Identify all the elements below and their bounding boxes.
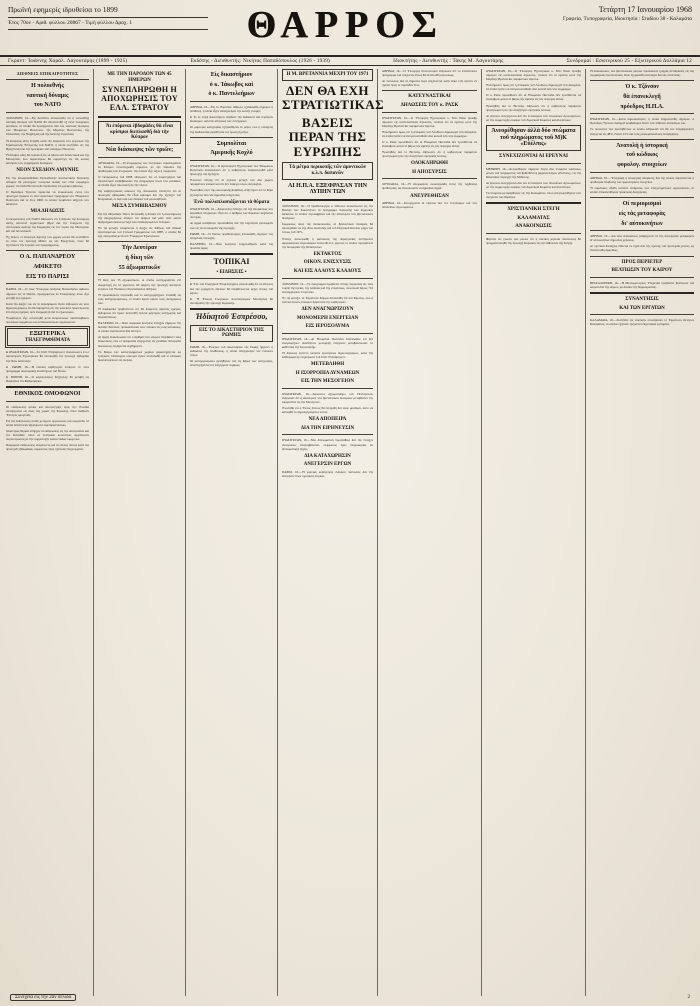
col2-article-4: [98, 321, 181, 362]
paragraph: ΑΘΗΝΑΙ, 16.—Διὰ νέας ἀποφάσεως ρυθμίζονται τὰ τῆς διενεργείας μεταφορῶν δι' αὐτοκινήτων δημοσίας χρήσεως.: [590, 234, 694, 243]
paragraph: ΟΥΑΣΙΓΚΤΩΝ, 16.—Σαφεστάτη ἔνδειξις ἐπὶ τῆς ἀποφάσεως τῶν ἁρμοδίων ὑπηρεσιῶν εἶναι ὅτι ὁ ἀριθμὸς τῶν θυμάτων αὐξάνεται συνεχῶς.: [190, 207, 273, 220]
col3-subhead-box: [190, 325, 273, 342]
page-columns: [0, 66, 700, 996]
column-1: [6, 69, 94, 996]
paragraph: ΟΥΑΣΙΓΚΤΩΝ, 16.—Κατὰ δημοσκόπησιν, ἡ ὁποία ἐδημοσιεύθη σήμερον, ὁ Πρόεδρος Τζόνσον διατηρεῖ προβάδισμα ἔναντι τῶν πιθανῶν ἀντιπάλων του.: [590, 117, 694, 126]
paragraph: Οἱ ἐκδηλώσεις φιλίας καὶ ἀλληλεγγύης πρὸς τὴν Ἑλλάδα συνεχίζονται εἰς ὅλας τὰς χώρας τῆς Εὐρώπης, ὅπου διαβιοῦν Ἕλληνες ὁμογενεῖς.: [6, 404, 89, 417]
col7-article-6: [590, 318, 694, 326]
paragraph: Ἡ δήλωσις ἐγένετο κατόπιν ἐρωτήσεως δημοσιογράφων, κατὰ τὴν καθιερωμένην ἐνημέρωσιν τοῦ Στέϊτ Ντηπάρτμεντ.: [282, 350, 373, 359]
col4-banner-label: Η Μ. ΒΡΕΤΑΝΝΙΑ ΜΕΧΡΙ ΤΟΥ 1971: [286, 72, 369, 77]
paragraph: ΠΑΛΕΡΜΟ, 16.—Νέαι δονήσεις ἐσημειώθησαν κατὰ τὰς πρωϊνὰς ὥρας.: [190, 241, 273, 250]
col6-article-1: [486, 167, 581, 200]
paragraph: ΑΘΗΝΑΙ, 16.—Συνεχίζονται αἱ ἔρευναι διὰ τὸν ἐντοπισμὸν καὶ τῶν ὑπολοίπων ἀγνοουμένων.: [382, 201, 477, 210]
continuation-note: Συνέχεια εἰς τὴν 2αν σελίδα: [10, 994, 76, 1001]
paragraph: Φέρεται εἰς γνῶσιν τῶν μελῶν ὅτι ἡ τακτικὴ μηνιαία συνέλευσις θὰ πραγματοποιηθῆ τὴν προσεχῆ Κυριακὴν εἰς τὴν αἴθουσαν τῆς Στέγης.: [486, 236, 581, 246]
col7-headline-5: τοῦ κώδικος: [626, 152, 658, 159]
list-item: ● ΒΟΝΝΗ, 16.—Ὁ καγκελλάριος Κήζινγκερ θὰ μεταβῆ εἰς Παρισίους τὸν Φεβρουάριον.: [6, 374, 89, 383]
col3-headline-9: Ἠδίκητοῦ Ἐσπρέσσο,: [195, 311, 268, 321]
col3-article-4: [190, 345, 273, 367]
col2-box-headline-2: Νέα διάσκεψις τῶν τριῶν;: [105, 146, 174, 153]
paragraph: ΛΕΥΚΩΣΙΑ, 16.—Ἡ ἀποχώρησις τῶν ἑλληνικῶν στρατευμάτων ἐκ Κύπρου συνεπληρώθη σήμερον, μὲ τὴν πάροδον τῆς προθεσμίας τῶν 45 ἡμερῶν, τὴν ὁποίαν εἶχε τάξει ἡ συμφωνία.: [98, 160, 181, 173]
col3-article-3: [190, 207, 273, 250]
col4-banner: [282, 69, 373, 81]
col3-headline-10: ΕΙΣ ΤΟ ΔΙΚΑΣΤΗΡΙΟΝ ΤΗΣ ΡΩΜΗΣ: [198, 327, 265, 339]
col5-headline-2: ΔΗΛΩΣΕΙΣ ΤΟΥ κ. ΡΑΣΚ: [400, 102, 459, 108]
col4-subhead-box: [282, 162, 373, 179]
col4-headline-8: ΜΟΝΟΜΕΡΗ ΕΝΕΡΓΕΙΑΝ: [296, 315, 359, 321]
col7-article-2: [590, 117, 694, 135]
paragraph: ΡΩΜΗ, 16.—Ὁ Ἰταλὸς πρωθυπουργὸς ἐπεσκέφθη σήμερον τὰς πληγείσας περιοχάς.: [190, 231, 273, 240]
col4-headline-16: ΑΝΕΓΕΡΣΙΝ ΕΡΓΩΝ: [303, 462, 352, 468]
list-item: ● ΟΥΑΣΙΓΚΤΩΝ, 16.—Τὸ Στέϊτ Ντηπάρτμεντ ἀνεκοίνωσεν ὅτι ὁ ὑφυπουργὸς Ἐξωτερικῶν θὰ ἐπισκεφθῆ τὴν προσεχῆ ἑβδομάδα τὴν Ἄπω Ἀνατολήν.: [6, 350, 89, 363]
page-footer: [0, 988, 700, 1006]
col2-subhead-1: ΜΕΣΑ ΣΥΜΒΙΒΑΣΜΟΥ: [111, 204, 168, 210]
paragraph: Αἱ ἀρχαὶ κατέβαλαν προσπαθείας διὰ τὴν ταχυτέραν μεταφοράν των εἰς τὰ νοσοκομεῖα τῆς περιοχῆς.: [190, 221, 273, 230]
col6-headline-4: ΧΡΙΣΤΙΑΝΙΚΗ ΣΤΕΓΗ: [507, 207, 560, 213]
column-5: [378, 69, 482, 996]
paragraph: Ἡ ἀπόφασις αὕτη ἐλήφθη κατὰ τὴν διάρκειαν τῶν ἐργασιῶν τῆς Στρατιωτικῆς Ἐπιτροπῆς τοῦ ΝΑΤΟ, ἡ ὁποία συνῆλθεν εἰς τὰς Βρυξέλλας ὑπὸ τὴν προεδρίαν τοῦ ναυάρχου Νίκολσον.: [6, 138, 89, 151]
col5-article-4: [382, 201, 477, 209]
col6-filler-top: [486, 69, 581, 122]
paragraph: ΟΥΑΣΙΓΚΤΩΝ, 16.—Ὁ ὑφυπουργὸς Ἐξωτερικῶν τῶν Ἡνωμένων Πολιτειῶν ἀνεκοίνωσεν ὅτι ἡ κυβέρνησις παρακολουθεῖ μετὰ προσοχῆς τὰς ἐξελίξεις.: [190, 164, 273, 177]
col1-article-5: [6, 405, 89, 452]
paragraph: Ἐν τῷ μεταξύ, ἀναμένεται ἡ ἄφιξις εἰς Ἀθήνας τοῦ εἰδικοῦ ἀπεσταλμένου τοῦ Γενικοῦ Γραμματέως τοῦ ΟΗΕ, ὁ ὁποῖος θὰ ἔχη συνομιλίας μετὰ τοῦ Ὑπουργοῦ Ἐξωτερικῶν.: [98, 226, 181, 239]
col1-article-3: [6, 217, 89, 248]
col4-headline-7: ΔΕΝ ΑΝΑΓΝΩΡΙΖΟΥΝ: [301, 306, 354, 312]
col7-headline-8: εἰς τὰς μεταφορὰς: [618, 210, 666, 217]
col1-headline-9: ΕΘΝΙΚΟΣ ΟΜΟΦΩΝΟΙ: [14, 390, 81, 397]
col1-headline-5: ΑΦΙΚΕΤΟ: [33, 264, 62, 271]
col7-headline-4: Ἀνατολὴ ἡ ἱστορική: [616, 142, 668, 149]
paragraph: Αἱ ἔρευναι συνεχίζονται διὰ τὸν ἐντοπισμὸν τῶν ὑπολοίπων ἀγνοουμένων, μὲ τὴν συμμετοχὴν σκαφῶν τοῦ Λιμενικοῦ Σώματος καὶ ἀλιευτικῶν.: [486, 113, 581, 122]
paragraph: Ὁ ἐκπρόσωπος τοῦ ΟΗΕ ἐδήλωσεν ὅτι αἱ παρατηρηταὶ τοῦ Ὀργανισμοῦ ἐπεβεβαίωσαν τὴν ἀναχώρησιν ὅλων τῶν μονάδων, αἱ ὁποῖαι εἶχον ἀποσταλῆ εἰς τὴν νῆσον.: [98, 174, 181, 187]
col6-article-2: [486, 237, 581, 245]
paragraph: Ἐπεσήμανεν ὅμως ὅτι ἡ ἀπόφασις τοῦ Λονδίνου δημιουργεῖ νέα δεδομένα, τὰ ὁποῖα πρέπει νὰ ἀντιμετωπισθοῦν ἀπὸ κοινοῦ ὑπὸ τῶν συμμάχων.: [382, 129, 477, 138]
masthead-address: Γραφεία, Τυπογραφεία, Ιδιοκτησία : Σταδίου 38 - Καλαμάτα: [562, 16, 692, 22]
col5-article-2: [382, 116, 477, 159]
paragraph: Ἐνωρίτερον εἶχε συναντηθῆ μετὰ ἐκπροσώπων σκανδιναβικῶν πολιτικῶν κομμάτων καὶ συνδικαλιστικῶν ὀργανώσεων.: [6, 315, 89, 324]
col4-article-5: [282, 438, 373, 450]
masthead-founder: Γκραντ: Ἰωάννης Χαραλ. Λαγουτάρης (1899 - 1925): [8, 58, 128, 64]
paragraph: Εἰς τὴν ἀθηναϊκὴν Τύπον διετυπώθη ἡ ἄποψις ὅτι ἡ ὁλοκλήρωσις τῆς ἀποχωρήσεως ἀνοίγει τὸν δρόμον διὰ μίαν νέαν φάσιν διαπραγματεύσεων μεταξὺ τῶν ἐνδιαφερομένων πλευρῶν.: [98, 211, 181, 224]
col1-headline-2: ναυτική δύναμις: [26, 92, 69, 99]
col4-article-4: [282, 392, 373, 414]
col4-headline-9: ΕΙΣ ΙΕΡΟΣΟΛΥΜΑ: [305, 324, 350, 330]
paragraph: Εἰς τὴν ἀποφασισθεῖσαν Πολυεθνικὴν Διατλαντικὴν Ναυτικὴν Δύναμιν θὰ μετάσχουν πολεμικὰ σκάφη τῶν ἑπτὰ συμμάχων χωρῶν, τὰ ὁποῖα θὰ ἐκτελοῦν περιπολίας ἐπὶ μονίμου βάσεως.: [6, 175, 89, 188]
masthead-issue-info: Έτος 70ον - Αριθ. φύλλου 20867 - Τιμή φύλλου Δραχ. 1: [8, 17, 208, 29]
paragraph: Οἱ κατηγορούμενοι ἠρνήθησαν τὰς εἰς βάρος των κατηγορίας, ὑποστηρίξαντες ὅτι ἐνήργησαν νομίμως.: [190, 359, 273, 368]
col5-headline-5: ΑΝΕΥΡΕΘΗΣΑΝ: [410, 193, 449, 199]
paragraph: ΜΕΘΩΝΗ, 16.—Ἀνευρέθησαν σήμερον ἕτερα δύο πτώματα ναυτικῶν, μελῶν τοῦ πληρώματος τοῦ βυθισθέντος μηχανοκινήτου «Εὐέλπις», εἰς τὴν θαλασσίαν περιοχὴν τῆς Μεθώνης.: [486, 166, 581, 179]
col3-article-2: [190, 164, 273, 197]
column-6: [482, 69, 586, 996]
paragraph: ΑΘΗΝΑΙ, 16.—Ὁ Ὑπουργὸς Συντονισμοῦ ἐδήλωσεν ὅτι τὸ ἐπενδυτικὸν πρόγραμμα τοῦ τρέχοντος ἔτους θὰ ἐκτελεσθῆ κανονικῶς.: [382, 69, 477, 78]
masthead-left: [8, 4, 208, 30]
paragraph: ΚΑΛΑΜΑΤΑ, 16.—Συνῆλθεν εἰς τακτικὴν συνεδρίασιν τὸ Ἐργατικὸν Κέντρον Καλαμάτας, τὸ ὁποῖον ἐξήτασε τρέχοντα ὑπηρεσιακὰ ζητήματα.: [590, 318, 694, 327]
col4-article-6: [282, 470, 373, 478]
col2-article-3: [98, 278, 181, 319]
col4-headline-4: ΕΚΤΑΚΤΟΣ: [313, 251, 342, 257]
col4-headline-14: ΔΙΑ ΤΗΝ ΕΙΡΗΝΕΥΣΙΝ: [300, 425, 355, 431]
page-number: 2: [687, 994, 690, 1000]
paragraph: Κατὰ τὴν ἄφιξίν του εἰς τὸ ἀεροδρόμιον Ὀρλὺ ἐδήλωσεν εἰς τοὺς δημοσιογράφους ὅτι θὰ παραμείνη εἰς τὴν γαλλικὴν πρωτεύουσαν ἐπὶ ὀλίγας ἡμέρας, πρὶν ἀναχωρήση διὰ τὸ ἐξωτερικόν.: [6, 301, 89, 314]
col7-headline-6: φορολογ. στοιχείων: [617, 162, 667, 169]
paragraph: Ὁ Πρόεδρος Τζόνσον πρόκειται νὰ ἀνακοινώση ἐντὸς τῶν προσεχῶν ἡμερῶν τὸ νέον ἀμυντικὸν πρόγραμμα τῶν Ἡνωμένων Πολιτειῶν διὰ τὸ ἔτος 1968, τὸ ὁποῖον προβλέπει αὔξησιν τῶν δαπανῶν.: [6, 189, 89, 207]
col4-subheadline: Τὰ μέτρα περικοπῆς τῶν ἀμυντικῶν κ.λ.π. δαπανῶν: [289, 165, 366, 176]
col6-headline-5: ΚΑΛΑΜΑΤΑΣ: [517, 215, 550, 221]
col5-headline-1: ΚΑΤΕΥΝΑΣΤΙΚΑΙ: [408, 94, 451, 100]
paragraph: Τὸ θέαμα τῶν κατεστραμμένων χωρίων χαρακτηρίζεται ὡς τραγικόν. Ὁλόκληροι οἰκισμοὶ ἔχουν ἰσοπεδωθῆ καὶ οἱ κάτοικοι διανυκτερεύουν εἰς σκηνάς.: [98, 349, 181, 362]
paragraph: Ἐρωτηθεὶς διὰ τὸ Βιετνάμ, ἐδήλωσεν ὅτι ἡ κυβέρνησις παραμένει προσηλωμένη εἰς τὴν ἀναζήτησιν εἰρηνικῆς λύσεως.: [382, 150, 477, 159]
col6-headline-3: ΣΥΝΕΧΙΖΟΝΤΑΙ ΑΙ ΕΡΕΥΝΑΙ: [499, 154, 568, 160]
paragraph: Ὁ κ. Ρὰσκ προσέθεσεν ὅτι αἱ Ἡνωμέναι Πολιτεῖαι δὲν προτίθενται νὰ ἀναλάβουν μόναι τὸ βάρος τῆς ἀμύνης εἰς τὰς περιοχὰς αὐτάς.: [486, 93, 581, 102]
paragraph: Εἰς κυβερνητικοὺς κύκλους τῆς Λευκωσίας ἐτονίζετο ὅτι αἱ προσεχεῖς ἑβδομάδες θὰ εἶναι κρίσιμοι διὰ τὴν ἐξέλιξιν τοῦ Κυπριακοῦ, ἐν ὄψει καὶ τῶν ἐπαφῶν τοῦ μεσολαβητοῦ.: [98, 189, 181, 202]
column-3: [186, 69, 278, 996]
col7-article-1: [590, 69, 694, 77]
paragraph: ΟΥΑΣΙΓΚΤΩΝ, 16.—Αἱ Ἡνωμέναι Πολιτεῖαι ἐπανέλαβον ὅτι δὲν ἀναγνωρίζουν οἱανδήποτε μονομερῆ ἐνέργειαν μεταβάλλουσαν τὸ καθεστὼς τῆς Ἱερουσαλήμ.: [282, 336, 373, 349]
paragraph: Τὸ ποσοστὸν τῶν ἐρωτηθέντων οἱ ὁποῖοι ἐδήλωσαν ὅτι θὰ τὸν ὑπερψηφίσουν ἀνέρχεται εἰς 48%, ἔναντι 41% διὰ τοὺς ρεπουμπλικανοὺς ὑποψηφίους.: [590, 127, 694, 136]
paragraph: ΠΑΡΙΣΙ, 16.—Ἡ γαλλικὴ κυβέρνησις ἐνέκρινε πιστώσεις διὰ τὴν ἀνέγερσιν νέων σχολικῶν κτιρίων.: [282, 469, 373, 478]
col1-subhead-2: ΜΙΑ ΔΗΛΩΣΙΣ: [30, 209, 65, 215]
paragraph: Ἐρωτηθεὶς περὶ τῆς οἰκονομικῆς βοηθείας, ἀπήντησεν ὅτι τὸ θέμα ἐξετάζεται ἀπὸ τὰς ἁρμοδίας ὑπηρεσίας.: [190, 188, 273, 197]
col4-headline-6: ΚΑΙ ΕΙΣ ΑΛΛΟΥΣ ΚΛΑΔΟΥΣ: [293, 268, 362, 274]
col1-headline-7: ΕΞΩΤΕΡΙΚΑ: [29, 331, 66, 338]
col4-headline-12: ΕΙΣ ΤΗΝ ΜΕΣΟΓΕΙΟΝ: [301, 379, 354, 385]
paragraph: Ἐξ ἄλλου, οἱ ὑπουργοὶ Ἀμύνης τῶν χωρῶν μελῶν θὰ συνέλθουν ἐκ νέου τὸν προσεχῆ Μάϊον εἰς τὰς Βρυξέλλας, ὅπου θὰ ἐξετάσουν τὴν πορείαν τοῦ προγράμματος.: [6, 235, 89, 248]
paragraph: Ἡ προανάκρισις περατώθη καὶ τὸ κατηγορητήριον ἐπεδόθη εἰς τοὺς κατηγορουμένους, οἱ ὁποῖοι ἔχουν ὁρίσει τοὺς συνηγόρους των.: [98, 292, 181, 305]
col3-local-news: [190, 282, 273, 304]
paragraph: ΘΕΣΣΑΛΟΝΙΚΗ, 16.—Ἡ Μετεωρολογικὴ Ὑπηρεσία προβλέπει βελτίωσιν τοῦ καιροῦ ἀπὸ τῆς αὔριον, μὲ ἄνοδον τῆς θερμοκρασίας.: [590, 280, 694, 289]
paragraph: ΡΩΜΗ, 16.—Ἐνώπιον τοῦ Δικαστηρίου τῆς Ρώμης ἤρχισεν ἡ ἐκδίκασις τῆς ὑποθέσεως, ἡ ὁποία ἀπησχόλησε τὸν ἰταλικὸν τύπον.: [190, 344, 273, 358]
col1-headline-8: ΤΗΛΕΓΡΑΦΗΜΑΤΑ: [24, 337, 71, 343]
col4-headline-3: ΑΙ Η.Π.Α. ΕΞΕΦΡΑΣΑΝ ΤΗΝ ΛΥΠΗΝ ΤΩΝ: [288, 182, 367, 196]
col3-headline-5: Ἀμερικῆς Κοχλό: [210, 150, 253, 157]
col1-telegram-items: [6, 350, 89, 383]
col4-article-3: [282, 337, 373, 359]
paragraph: Ἐν τῷ μεταξύ, τὸ Ἐργατικὸν Κόμμα διεσπάσθη ἐπὶ τοῦ θέματος, ἐνῶ ἡ ἀντιπολίτευσις ἐπέκρινε δριμύτατα τὴν κυβέρνησιν.: [282, 295, 373, 304]
col6-headline-2: τοῦ πληρώματος τοῦ Μ)Κ «Εὐέλπις»: [500, 134, 567, 148]
paragraph: Ὁ κ. Ρὰσκ προσέθεσεν ὅτι αἱ Ἡνωμέναι Πολιτεῖαι δὲν προτίθενται νὰ ἀναλάβουν μόναι τὸ βάρος τῆς ἀμύνης εἰς τὰς περιοχὰς αὐτάς.: [382, 139, 477, 148]
paragraph: Ἡ διαδικασία προβλέπεται ὅτι θὰ διαρκέση ἀρκετὰς ἡμέρας, δεδομένου ὅτι ἔχουν κλητευθῆ πολλοὶ μάρτυρες κατηγορίας καὶ ὑπερασπίσεως.: [98, 306, 181, 320]
paragraph: Αἱ σχετικαὶ διατάξεις τίθενται ἐν ἰσχύϊ ἀπὸ τῆς πρώτης τοῦ προσεχοῦς μηνός, ὡς ἀνεκοινώθη ἁρμοδίως.: [590, 244, 694, 253]
col5-article-1: [382, 69, 477, 87]
column-4: [278, 69, 384, 996]
col4-main-headline-2: ΒΑΣΕΙΣ ΠΕΡΑΝ ΤΗΣ ΕΥΡΩΠΗΣ: [288, 114, 367, 159]
col2-headline-2c: 55 ἀξιωματικῶν: [118, 264, 161, 271]
list-item: ● Ἡ Ἕνωσις Γεωργικῶν Συνεταιρισμῶν Μεσσηνίας θὰ συνεδριάση τὴν προσεχῆ Κυριακήν.: [190, 296, 273, 305]
col4-headline-15: ΔΙΑ ΚΑΤΑΧΩΡΗΣΙΝ: [304, 453, 351, 459]
col4-headline-11: Η ΙΣΟΡΡΟΠΙΑ ΔΥΝΑΜΕΩΝ: [295, 370, 360, 376]
paragraph: Αἱ ἀρχαὶ ἀνακοίνωσαν ὅτι ὁ ἀριθμὸς τῶν νεκρῶν ὑπερβαίνει τοὺς διακοσίους, ἐνῶ οἱ τραυματίαι ἀνέρχονται εἰς χιλιάδας. Συνεργεῖα διασώσεως ἐργάζονται νυχθημερόν.: [98, 335, 181, 348]
paragraph: ● Τὸ ἐν λόγῳ Δικαστήριον ἀνέβαλε τὴν ἐκδίκασιν διὰ νεωτέραν δικάσιμον, κατόπιν αἰτήσεως τῶν συνηγόρων.: [190, 115, 273, 124]
paragraph: Ἡ δίκη τῶν 55 ἀξιωματικῶν, οἱ ὁποῖοι κατηγοροῦνται ἐπὶ συμμετοχῆ εἰς τὰ γεγονότα, θὰ ἀρχίση τὴν προσεχῆ Δευτέραν ἐνώπιον τοῦ Ἐκτάκτου Στρατοδικείου Ἀθηνῶν.: [98, 278, 181, 291]
col1-headline-4: Ο Α. ΠΑΠΑΝΔΡΕΟΥ: [19, 254, 76, 261]
col1-article-2: [6, 176, 89, 207]
col3-headline-2: ὁ κ. Ἰάκωβος καὶ: [209, 81, 254, 88]
col7-article-5: [590, 281, 694, 289]
paragraph: Αἱ πιστώσεις διὰ τὰ δημόσια ἔργα αὐξάνονται κατὰ δέκα τοῖς ἑκατὸν ἐν σχέσει πρὸς τὸ παρελθὸν ἔτος.: [382, 79, 477, 88]
paragraph: Ἡ δύναμις αὕτη θὰ περιπολῆ εἰς τὰ ὕδατα τοῦ Ἀτλαντικοῦ καὶ τῆς Μεσογείου, ἐνῶ παραλλήλως θὰ συμμετέχη εἰς τὰς κοινὰς ἀσκήσεις τῶν συμμαχικῶν δυνάμεων.: [6, 152, 89, 165]
col1-article-1: [6, 116, 89, 165]
col2-article-1: [98, 161, 181, 202]
col4-article-2: [282, 282, 373, 304]
list-item: ● ΡΩΜΗ, 16.—Ἡ ἰταλικὴ κυβέρνησις ἐνέκρινε τὸ νέον πρόγραμμα οἰκονομικῆς ἀναπτύξεως τοῦ Νότου.: [6, 364, 89, 373]
masthead-right: [482, 4, 692, 24]
col7-headline-9: δι' αὐτοκινήτων: [621, 220, 663, 227]
paragraph: Ἰδιαιτέρως θερμαὶ ὑπῆρξαν αἱ ἐκδηλώσεις εἰς τὴν Αὐστραλίαν καὶ τὸν Καναδᾶν, ὅπου αἱ ἑλληνικαὶ κοινότητες ὠργάνωσαν συγκεντρώσεις μὲ τὴν συμμετοχὴν ἑκατοντάδων ὁμογενῶν.: [6, 429, 89, 442]
col7-headline-7: Οἱ περιορισμοὶ: [622, 201, 662, 208]
col7-article-4: [590, 234, 694, 252]
col4-headline-13: ΝΕΑ ΑΠΟΠΕΙΡΑ: [308, 417, 347, 423]
col7-headline-1: Ὁ κ. Τζόνσον: [625, 84, 659, 91]
paragraph: Οἱ μάρτυρες κατηγορίας ἐξητάσθησαν ἐν μέρει, ἐνῶ ἡ συνέχισις τῆς διαδικασίας ὡρίσθη διὰ τὸν προσεχῆ μῆνα.: [190, 125, 273, 134]
col2-article-2: [98, 212, 181, 238]
paragraph: ΟΥΑΣΙΓΚΤΩΝ, 16.—Ὁ Ὑπουργὸς Ἐξωτερικῶν κ. Ντὶν Ρὰσκ προέβη σήμερον εἰς κατευναστικὰς δηλώσεις, τονίσας ὅτι αἱ σχέσεις μετὰ τῆς Μεγάλης Βρεταννίας παραμένουν ἄριστοι.: [382, 115, 477, 128]
masthead-editor-1: Εκδότης - Διευθυντής: Νικήτας Παπαδόπουλος (1926 - 1939): [190, 58, 330, 64]
paragraph: Ὁ ἐκπρόσωπος τοῦ ΝΑΤΟ ἐδήλωσεν ὅτι ἡ ἵδρυσις τῆς δυνάμεως αὐτῆς ἀποτελεῖ σημαντικὸν βῆμα διὰ τὴν ἐνίσχυσιν τῆς συλλογικῆς ἀμύνης τῆς Συμμαχίας εἰς τὸν τομέα τῆς Μεσογείου καὶ τοῦ Ἀτλαντικοῦ.: [6, 216, 89, 233]
newspaper-title: ΘΑΡΡΟΣ: [246, 4, 444, 46]
col7-headline-10: ΠΡΟΣ ΠΕΡΙΕΤΕΡ: [621, 259, 663, 265]
col3-headline-7: ΤΟΠΙΚΑΙ: [213, 256, 250, 266]
paragraph: Ἐρωτηθεὶς διὰ τὸ Βιετνάμ, ἐδήλωσεν ὅτι ἡ κυβέρνησις παραμένει προσηλωμένη εἰς τὴν ἀναζήτησιν εἰρηνικῆς λύσεως.: [486, 103, 581, 112]
col4-headline-5: ΟΙΚΟΝ. ΕΝΙΣΧΥΣΙΣ: [303, 260, 352, 266]
paragraph: ΠΑΡΙΣΙ, 16.—Ὁ τέως Ὑπουργὸς Ἀνδρέας Παπανδρέου ἀφίκετο σήμερον εἰς τὸ Παρίσι, προερχόμενος ἐκ Στοκχόλμης, ὅπου εἶχε μεταβῆ πρὸ ἡμερῶν.: [6, 287, 89, 300]
column-7: [586, 69, 694, 996]
col4-headline-10: ΜΕΤΕΒΛΗΘΗ: [310, 362, 345, 368]
col3-article-1: [190, 105, 273, 133]
paragraph: ΑΘΗΝΑΙ, 16.—Ὑπεγράφη ἡ ὑπουργικὴ ἀπόφασις, διὰ τῆς ὁποίας παρατείνεται ἡ προθεσμία ὑποβολῆς τῶν φορολογικῶν στοιχείων.: [590, 175, 694, 184]
col1-kicker: ΔΙΕΘΝΕΙΣ ΕΠΙΚΑΙΡΟΤΗΤΕΣ: [16, 71, 79, 76]
col6-headline-6: ΑΝΑΚΟΙΝΩΣΙΣ: [515, 224, 552, 230]
col6-boat-headline-box: [486, 125, 581, 151]
col1-article-4: [6, 287, 89, 324]
masthead-credits-bar: [0, 56, 700, 66]
col2-headline-2a: Τὴν Δευτέραν: [121, 245, 158, 252]
col1-headline-1: Η πολυεθνής: [31, 83, 64, 89]
col5-headline-4: Η ΑΠΟΣΥΡΣΙΣ: [412, 169, 447, 175]
col2-callout-box: [98, 121, 181, 144]
col3-headline-8: • ΕΙΔΗΣΕΙΣ •: [216, 269, 247, 275]
col1-foreign-telegrams-box: [7, 328, 88, 346]
col6-headline-1: Ἀνευρέθησαν ἀλλὰ δύο πτώματα: [491, 127, 576, 134]
paragraph: ΟΥΑΣΙΓΚΤΩΝ, 16.—Ἀνώτατοι ἀξιωματοῦχοι τοῦ Πενταγώνου ἐδήλωσαν ὅτι ἡ ἀπόσυρσις τῶν βρεταννικῶν δυνάμεων μεταβάλλει τὴν ἰσορροπίαν εἰς τὴν Μεσόγειον.: [282, 391, 373, 405]
paragraph: Ἐτονίσθη ὅτι ὁ Ἕκτος Στόλος θὰ ἐνισχυθῆ διὰ νέων μονάδων, ὥστε νὰ καλυφθῆ τὸ δημιουργούμενον κενόν.: [282, 406, 373, 415]
masthead: [0, 0, 700, 56]
col4-article-1: [282, 204, 373, 249]
col1-headline-6: ΕΙΣ ΤΟ ΠΑΡΙΣΙ: [26, 273, 69, 280]
col1-subhead-1: ΝΕΟΝ ΣΧΕΔΙΟΝ ΑΜΥΝΗΣ: [16, 168, 79, 174]
col3-headline-1: Εἰς δικαστήριον: [210, 72, 253, 78]
col1-headline-3: του ΝΑΤΟ: [33, 102, 62, 109]
col7-headline-3: πρόεδρος Η.Π.Α.: [620, 103, 664, 110]
paragraph: ΟΥΑΣΙΓΚΤΩΝ, 16.—Νέα διπλωματικὴ προσπάθεια διὰ τὴν ἔναρξιν συνομιλιῶν ἀναλαμβάνεται, συμφώνως πρὸς πληροφορίας ἐκ διπλωματικῆς πηγῆς.: [282, 438, 373, 451]
col7-headline-12: ΣΥΝΑΝΤΗΣΙΣ: [625, 296, 659, 302]
paragraph: ΠΑΛΕΡΜΟ, 16.—Νέαι σεισμικαὶ δονήσεις ἔπληξαν σήμερον τὴν δυτικὴν Σικελίαν, προκαλέσασαι νέον πανικὸν εἰς τοὺς κατοίκους, οἱ ὁποῖοι εὑρίσκονται ἤδη ἄστεγοι.: [98, 321, 181, 334]
col2-kicker: ΜΕ ΤΗΝ ΠΑΡΟΔΟΝ ΤΩΝ 45 ΗΜΕΡΩΝ: [107, 72, 172, 83]
masthead-subscriptions: Συνδρομαί : Εσωτερικού 25 - Εξωτερικού Δολλάρια 12: [566, 58, 692, 64]
paragraph: Ἐτόνισεν ἐπίσης ὅτι αἱ σχέσεις μεταξὺ τῶν δύο χωρῶν παραμένουν φιλικαὶ καὶ ὅτι δὲν ὑπάρχει λόγος ἀνησυχίας.: [190, 178, 273, 187]
column-2: [94, 69, 186, 996]
paragraph: ΑΘΗΝΑΙ, 16.—Εἰς τὸ Ἐφετεῖον Ἀθηνῶν ἐξεδικάσθη σήμερον ἡ ὑπόθεσις, ἡ ὁποία εἶχεν ἀπασχολήσει τὴν κοινὴν γνώμην.: [190, 105, 273, 114]
paragraph: ΟΥΑΣΙΓΚΤΩΝ, 16.—Ὁ Ὑπουργὸς Ἐξωτερικῶν κ. Ντὶν Ρὰσκ προέβη σήμερον εἰς κατευναστικὰς δηλώσεις, τονίσας ὅτι αἱ σχέσεις μετὰ τῆς Μεγάλης Βρεταννίας παραμένουν ἄριστοι.: [486, 69, 581, 82]
list-item: ● Ὑπὸ τοῦ Γεωργικοῦ Ἐπιμελητηρίου ἀνεκοινώθη ὅτι αἱ αἰτήσεις διὰ τὴν χορήγησιν δανείων θὰ ὑποβάλλωνται μέχρι τέλους τοῦ μηνός.: [190, 282, 273, 295]
col2-headline-2b: ἡ δίκη τῶν: [125, 255, 154, 262]
paragraph: Ἐπεσήμανεν ὅμως ὅτι ἡ ἀπόφασις τοῦ Λονδίνου δημιουργεῖ νέα δεδομένα, τὰ ὁποῖα πρέπει νὰ ἀντιμετωπισθοῦν ἀπὸ κοινοῦ ὑπὸ τῶν συμμάχων.: [486, 83, 581, 92]
paragraph: ΛΕΥΚΩΣΙΑ, 16.—Ἡ ἀποχώρησις ὡλοκληρώθη ἐντὸς τῆς ταχθείσης προθεσμίας, ὡς ἀνεκοίνωσαν αἱ ἁρμόδιαι ἀρχαί.: [382, 182, 477, 191]
col7-headline-2: θὰ ἐπανεκλεγῆ: [623, 93, 661, 100]
paragraph: Αἱ ἔρευναι συνεχίζονται διὰ τὸν ἐντοπισμὸν τῶν ὑπολοίπων ἀγνοουμένων, μὲ τὴν συμμετοχὴν σκαφῶν τοῦ Λιμενικοῦ Σώματος καὶ ἀλιευτικῶν.: [486, 180, 581, 189]
masthead-founded: Πρωϊνή εφημερίς ιδρυθείσα το 1899: [8, 5, 118, 14]
col5-article-3: [382, 182, 477, 190]
paragraph: Εἰς τὰς ἐκδηλώσεις αὐτὰς μετέχουν ὀργανώσεις καὶ σωματεῖα, τὰ ὁποῖα ἀπέστειλαν ψηφίσματα συμπαραστάσεως.: [6, 418, 89, 427]
masthead-date: Τετάρτη 17 Ιανουαρίου 1968: [598, 5, 692, 14]
masthead-editor-2: Ιδιοκτήτης - Διευθυντής : Τάκης Μ. Λαγουτάρης: [393, 58, 504, 64]
col7-headline-11: ΒΕΛΤΙΩΣΙΝ ΤΟΥ ΚΑΙΡΟΥ: [611, 268, 673, 274]
col3-headline-6: Ἐνῶ πολλαπλασιάζονται τὰ θύματα: [193, 199, 270, 205]
col5-headline-3: ΟΛΟΚΛΗΡΩΘΗ: [411, 161, 448, 167]
paragraph: ΛΟΝΔΙΝΟΝ, 16.—Τὸ πρόγραμμα προβλέπει ἐπίσης περικοπὰς εἰς τοὺς τομεῖς τῆς ὑγείας, τῆς παιδείας καὶ τῆς στεγάσεως, συνολικοῦ ὕψους 716 ἑκατομμυρίων στερλινῶν.: [282, 281, 373, 294]
paragraph: Παρόμοιαι ἐκδηλώσεις ἀνεμένοντο καὶ εἰς ἄλλας πόλεις κατὰ τὰς προσεχεῖς ἑβδομάδας, συμφώνως πρὸς σχετικὰς πληροφορίας.: [6, 443, 89, 452]
paragraph: ΛΟΝΔΙΝΟΝ, 16.—Ὁ πρωθυπουργὸς κ. Οὐίλσον ἀνεκοίνωσεν εἰς τὴν Βουλὴν τῶν Κοινοτήτων τὸ πρόγραμμα περικοπῆς τῶν δημοσίων δαπανῶν, τὸ ὁποῖον περιλαμβάνει καὶ τὴν ἀπόσυρσιν τῶν βρεταννικῶν δυνάμεων.: [282, 203, 373, 221]
col2-main-headline: ΣΥΝΕΠΛΗΡΩΘΗ Η ΑΠΟΧΩΡΗΣΙΣ ΤΟΥ ΕΛΛ. ΣΤΡΑΤΟΥ: [101, 85, 178, 113]
paragraph: Τὰ πτώματα μετεφέρθησαν εἰς τὴν Καλαμάταν, ὅπου ἀνεγνωρίσθησαν ὑπὸ συγγενῶν τῶν θυμάτων.: [486, 191, 581, 200]
paragraph: Ἐπίσης ἀνεκοινώθη ἡ ματαίωσις τῆς παραγγελίας πεντήκοντα ἀμερικανικῶν ἀεροσκαφῶν τύπου Φ-111, γεγονὸς τὸ ὁποῖον προεκάλεσε τὴν δυσφορίαν τῆς Οὐάσιγκτων.: [282, 236, 373, 249]
col3-headline-3: ὁ κ. Παντελεήμων: [208, 91, 255, 98]
col2-box-headline: Ἅι ἐπόμεναι ἑβδομάδες θὰ εἶναι κρίσιμοι διεπλασθῆ διὰ τὴν Κύπρον: [105, 124, 174, 141]
paragraph: ΛΟΝΔΙΝΟΝ, 16.—Εἰς Λονδῖνον ἀνεκοινώθη ὅτι ἡ πολυεθνὴς ναυτικὴ δύναμις τοῦ ΝΑΤΟ θὰ ἀποτελεσθῆ ἐξ ἑπτὰ πολεμικῶν μονάδων, αἱ ὁποῖαι θὰ προέρχωνται ἀπὸ τὰς ναυτικὰς δυνάμεις τῶν Ἡνωμένων Πολιτειῶν, τῆς Μεγάλης Βρεταννίας, τῆς Ὁλλανδίας, τῆς Νορβηγίας καὶ τῆς Δυτικῆς Γερμανίας.: [6, 116, 89, 137]
paragraph: Ἡ ἀνακοίνωσις τῶν βρεταννικῶν μέτρων προεκάλεσε ζωηρὰς ἀντιδράσεις εἰς τὰς συμμαχικὰς πρωτευούσας, ὅπου ἐξεφράσθη ἀνησυχία διὰ τὰς συνεπείας.: [590, 69, 694, 78]
paragraph: Συμφώνως πρὸς τὰς ἀνακοινώσεις, αἱ βρεταννικαὶ δυνάμεις θὰ ἀποσυρθοῦν ἐκ τῆς Ἄπω Ἀνατολῆς καὶ τοῦ Περσικοῦ Κόλπου μέχρι τοῦ τέλους τοῦ 1971.: [282, 222, 373, 235]
col7-headline-13: ΚΑΙ ΤΩΝ ΕΡΓΑΤΩΝ: [619, 305, 665, 311]
paragraph: Ἡ παράτασις ἐδόθη κατόπιν αἰτήματος τῶν ἐπαγγελματικῶν ὀργανώσεων, αἱ ὁποῖαι ἐπεκαλέσθησαν πρακτικὰς δυσχερείας.: [590, 185, 694, 195]
col4-main-headline-1: ΔΕΝ ΘΑ ΕΧΗ ΣΤΡΑΤΙΩΤΙΚΑΣ: [282, 82, 384, 113]
col3-headline-4: Συμπολίται: [216, 140, 247, 147]
col7-article-3: [590, 176, 694, 194]
